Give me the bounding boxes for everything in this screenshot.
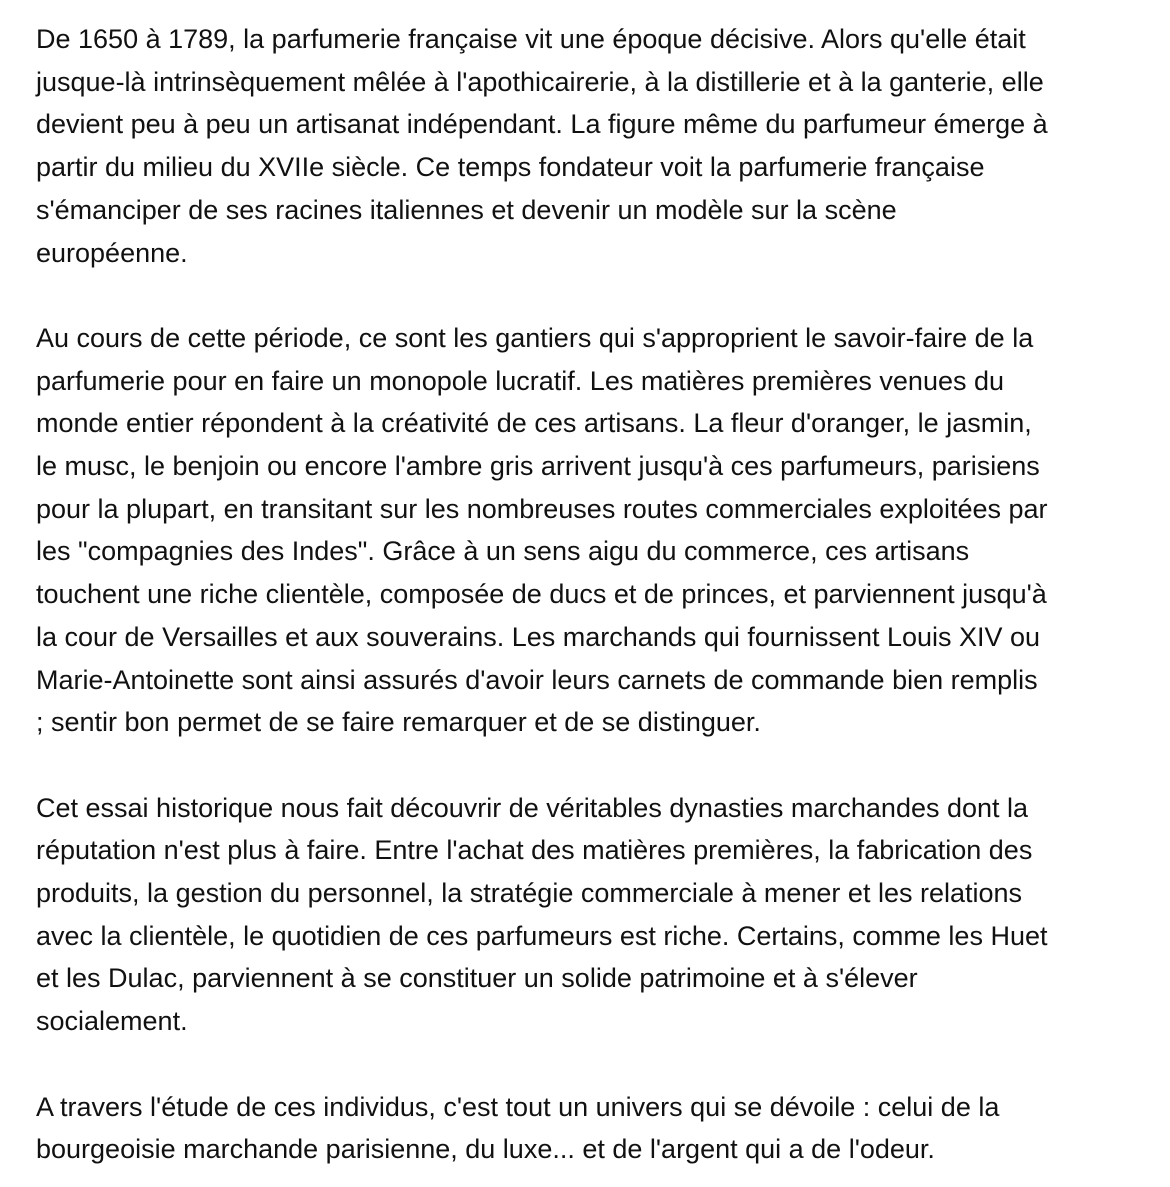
text-line: A travers l'étude de ces individus, c'est tout un univers qui se dévoile : celui de la <box>36 1091 1000 1122</box>
text-line: produits, la gestion du personnel, la stratégie commerciale à mener et les relations <box>36 878 1023 909</box>
article-body <box>36 18 1146 1171</box>
text-line: parfumerie pour en faire un monopole lucratif. Les matières premières venues du <box>36 365 1005 396</box>
paragraph-3 <box>36 787 1146 1043</box>
paragraph-4 <box>36 1086 1146 1171</box>
paragraph-2 <box>36 317 1146 744</box>
text-line: monde entier répondent à la créativité de ces artisans. La fleur d'oranger, le jasmin, <box>36 408 1032 439</box>
text-line: européenne. <box>36 237 188 268</box>
text-line: touchent une riche clientèle, composée de ducs et de princes, et parviennent jusqu'à <box>36 579 1047 610</box>
text-line: jusque-là intrinsèquement mêlée à l'apothicairerie, à la distillerie et à la ganterie, elle <box>36 66 1044 97</box>
text-line: la cour de Versailles et aux souverains. Les marchands qui fournissent Louis XIV ou <box>36 621 1041 652</box>
text-line: pour la plupart, en transitant sur les nombreuses routes commerciales exploitées par <box>36 493 1048 524</box>
text-line: le musc, le benjoin ou encore l'ambre gris arrivent jusqu'à ces parfumeurs, parisiens <box>36 451 1040 482</box>
paragraph-1 <box>36 18 1146 274</box>
text-line: les "compagnies des Indes". Grâce à un sens aigu du commerce, ces artisans <box>36 536 970 567</box>
text-line: De 1650 à 1789, la parfumerie française vit une époque décisive. Alors qu'elle était <box>36 24 1026 54</box>
text-line: et les Dulac, parviennent à se constituer un solide patrimoine et à s'élever <box>36 963 918 994</box>
text-line: Au cours de cette période, ce sont les gantiers qui s'approprient le savoir-faire de la <box>36 322 1034 353</box>
text-line: devient peu à peu un artisanat indépendant. La figure même du parfumeur émerge à <box>36 109 1048 140</box>
text-line: ; sentir bon permet de se faire remarquer et de se distinguer. <box>36 707 761 738</box>
text-line: socialement. <box>36 1006 188 1037</box>
text-line: réputation n'est plus à faire. Entre l'achat des matières premières, la fabrication des <box>36 835 1033 866</box>
text-line: s'émanciper de ses racines italiennes et devenir un modèle sur la scène <box>36 194 897 225</box>
text-line: bourgeoisie marchande parisienne, du luxe... et de l'argent qui a de l'odeur. <box>36 1134 935 1165</box>
text-line: avec la clientèle, le quotidien de ces parfumeurs est riche. Certains, comme les Huet <box>36 920 1048 951</box>
text-line: partir du milieu du XVIIe siècle. Ce temps fondateur voit la parfumerie française <box>36 152 985 183</box>
text-line: Marie-Antoinette sont ainsi assurés d'avoir leurs carnets de commande bien remplis <box>36 664 1038 695</box>
text-line: Cet essai historique nous fait découvrir de véritables dynasties marchandes dont la <box>36 792 1029 823</box>
